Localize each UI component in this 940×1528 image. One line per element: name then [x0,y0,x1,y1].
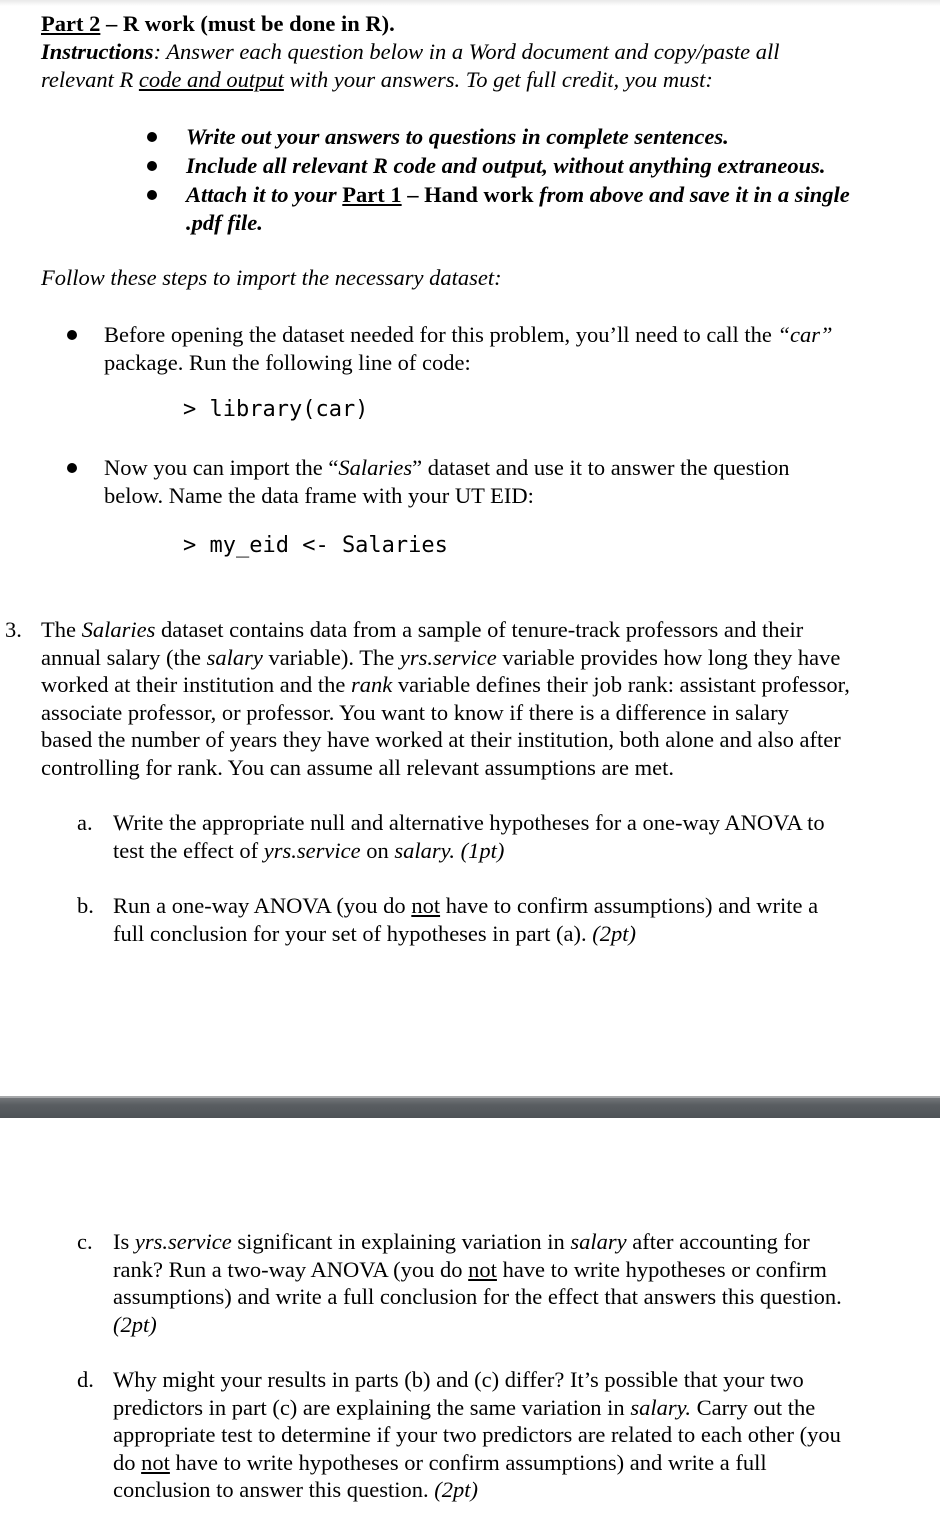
part-b-line-2 [113,920,636,948]
requirement-3-hand-work: Hand work [424,182,534,207]
part-d-text: Carry out the [690,1394,816,1420]
part-c-line-3: assumptions) and write a full conclusion for the effect that answers this question. [113,1284,842,1309]
bullet-dot [147,190,157,200]
part-d-text: have to write hypotheses or confirm assumptions) and write a full [169,1449,767,1475]
page-break-highlight [0,1096,940,1098]
part-c-points: (2pt) [113,1311,157,1337]
part-d-letter: d. [77,1367,94,1392]
part-d-salary: salary. [630,1394,691,1420]
q3-text: annual salary (the [41,644,207,670]
q3-yrs-service-var: yrs.service [399,644,497,670]
code-library-car: > library(car) [183,397,369,422]
part-c-text: rank? Run a two-way ANOVA (you do [113,1256,469,1282]
instructions-label: Instructions [41,39,154,64]
step-1-line-2: package. Run the following line of code: [104,350,471,375]
instructions-line-1 [41,38,780,66]
part-d-line-3: appropriate test to determine if your two predictors are related to each other (you [113,1422,841,1447]
part2-title-rest: – R work (must be done in R). [100,11,395,36]
requirement-3 [186,181,850,209]
part-a-points: (1pt) [455,837,505,863]
q3-text: The [41,617,82,642]
steps-heading: Follow these steps to import the necessary dataset: [41,265,502,290]
part-c-line-1 [113,1228,810,1256]
part-d-points: (2pt) [434,1477,478,1502]
q3-text: variable provides how long they have [496,644,841,670]
question-3-line-6: controlling for rank. You can assume all relevant assumptions are met. [41,754,674,780]
part2-title-part: Part 2 [41,11,101,36]
part-c-text: Is [113,1229,135,1254]
q3-text: variable defines their job rank: assistant professor, [392,672,850,697]
instructions-line-2 [41,66,713,94]
bullet-dot [147,161,157,171]
part-b-not: not [411,893,441,918]
question-3-number: 3. [5,617,22,642]
q3-rank-var: rank [350,672,393,697]
question-3-line-2 [41,644,840,672]
step-1-text: Before opening the dataset needed for this problem, you’ll need to call the [104,322,778,347]
part-c-not: not [468,1256,497,1282]
step-1-line-1 [104,321,833,349]
instructions-text-2a: relevant R [41,67,139,92]
question-3-line-3 [41,671,850,699]
part-a-letter: a. [77,810,93,835]
part-b-text: Run a one-way ANOVA (you do [113,893,412,918]
part-a-line-1: Write the appropriate null and alternative hypotheses for a one-way ANOVA to [113,810,825,835]
part-d-text: conclusion to answer this question. [113,1477,435,1502]
requirement-3-part1: Part 1 [342,182,402,207]
part-b-text: have to confirm assumptions) and write a [440,893,819,918]
question-3-line-1 [41,616,803,644]
instructions-text-2b: with your answers. To get full credit, you must: [283,67,713,92]
part-c-text: after accounting for [626,1229,810,1254]
part-d-line-1: Why might your results in parts (b) and (c) differ? It’s possible that your two [113,1367,804,1392]
step-2-text-b: ” dataset and use it to answer the question [412,455,790,480]
salaries-dataset-name: Salaries [338,455,413,480]
question-3-line-4: associate professor, or professor. You want to know if there is a difference in salary [41,699,789,725]
part-d-text: predictors in part (c) are explaining the same variation in [113,1394,631,1420]
requirement-3-line-2: .pdf file. [186,210,263,235]
part-b-letter: b. [77,893,94,918]
requirement-3-text-b: from above and save it in a single [533,182,850,207]
q3-text: variable). The [262,644,400,670]
part-c-text: significant in explaining variation in [231,1229,571,1254]
part-b-line-1 [113,892,818,920]
part-c-yrs-service: yrs.service [134,1229,232,1254]
part-c-text: have to write hypotheses or confirm [496,1256,827,1282]
requirement-3-dash: – [401,182,425,207]
instructions-code-output: code and output [138,67,284,92]
part-c-salary: salary [570,1229,627,1254]
question-3-line-5: based the number of years they have worked at their institution, both alone and also after [41,727,841,752]
step-2-line-2: below. Name the data frame with your UT EID: [104,483,534,508]
part-d-line-2 [113,1394,815,1422]
requirement-3-text-a: Attach it to your [186,182,343,207]
bullet-dot [67,463,77,473]
q3-salaries: Salaries [81,617,156,642]
requirement-1: Write out your answers to questions in complete sentences. [186,124,729,149]
part-a-line-2 [113,837,504,865]
instructions-text-1: : Answer each question below in a Word document and copy/paste all [153,39,780,64]
step-2-text-a: Now you can import the “ [104,455,339,480]
part-b-points: (2pt) [592,920,637,946]
part-c-line-2 [113,1256,827,1284]
part-b-text: full conclusion for your set of hypotheses in part (a). [113,920,593,946]
part-c-letter: c. [77,1229,93,1254]
bullet-dot [147,132,157,142]
part2-title [41,10,395,38]
part-d-line-4 [113,1449,767,1477]
q3-salary-var: salary [206,644,263,670]
step-2-line-1 [104,454,790,482]
bullet-dot [67,330,77,340]
part-a-yrs-service: yrs.service [263,837,361,863]
car-package-name: “car” [777,322,833,347]
q3-text: worked at their institution and the [41,672,351,697]
top-edge-shadow [0,0,940,6]
part-d-line-5 [113,1476,478,1504]
part-a-salary: salary. [394,837,455,863]
code-my-eid: > my_eid <- Salaries [183,533,448,558]
part-a-text: on [360,837,395,863]
page-break-divider [0,1096,940,1118]
part-d-not: not [141,1449,170,1475]
requirement-2: Include all relevant R code and output, without anything extraneous. [186,153,826,178]
part-d-text: do [113,1449,142,1475]
part-a-text: test the effect of [113,837,264,863]
q3-text: dataset contains data from a sample of tenure-track professors and their [155,617,804,642]
